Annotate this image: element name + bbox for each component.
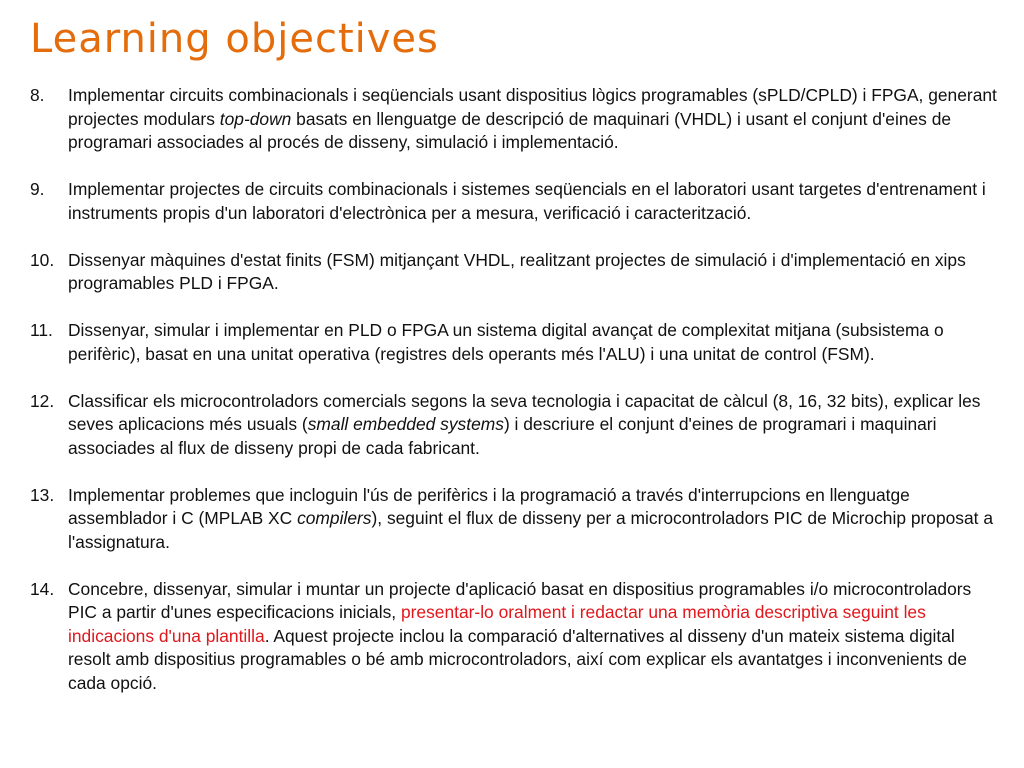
text-segment: Implementar problemes que incloguin l'ús de perifèrics i la programació a través d'interrupcions en llenguatge assemblador i C (MPLAB XC [68,484,910,528]
objective-number: 12. [30,390,55,411]
objective-number: 13. [30,484,55,505]
text-segment: Concebre, dissenyar, simular i muntar un projecte d'aplicació basat en dispositius programables i/o microcontroladors PIC a partir d'unes especificacions inicials, [68,578,972,622]
objective-text [68,320,944,364]
italic-text: compilers [297,508,372,528]
objective-item [30,178,998,225]
objective-number: 10. [30,249,55,270]
objective-text [68,485,993,552]
objective-item [30,390,998,461]
text-segment: Implementar circuits combinacionals i seqüencials usant dispositius lògics programables (sPLD/CPLD) i FPGA, generant projectes modulars [68,85,997,129]
text-segment: ), seguint el flux de disseny per a microcontroladors PIC de Microchip proposat a l'assignatura. [68,508,994,552]
italic-text: top-down [219,108,292,129]
objective-number: 8. [30,85,45,105]
objective-item [30,319,998,366]
objective-text [68,391,980,458]
text-segment: ) i descriure el conjunt d'eines de programari i maquinari associades al flux de disseny propi de cada fabricant. [68,414,937,458]
text-segment: Implementar projectes de circuits combinacionals i sistemes seqüencials en el laboratori usant targetes d'entrenament i instruments propis d'un laboratori d'electrònica per a mesura, verificació i caracterització. [68,179,986,223]
objective-item [30,84,998,155]
objective-text [68,85,997,152]
text-segment: Dissenyar màquines d'estat finits (FSM) mitjançant VHDL, realitzant projectes de simulació i d'implementació en xips programables PLD i FPGA. [68,249,966,293]
objective-text [68,250,966,294]
text-segment: . Aquest projecte inclou la comparació d'alternatives al disseny d'un mateix sistema digital resolt amb dispositius programables o bé amb microcontroladors, així com explicar els avantatges i inconvenients de cada opció. [68,625,967,693]
text-segment: basats en llenguatge de descripció de maquinari (VHDL) i usant el conjunt d'eines de programari associades al procés de disseny, simulació i implementació. [68,108,952,152]
objective-number: 9. [30,179,45,199]
objective-text [68,179,986,223]
objective-item [30,249,998,296]
objective-item [30,578,998,696]
text-segment: Dissenyar, simular i implementar en PLD o FPGA un sistema digital avançat de complexitat mitjana (subsistema o perifèric), basat en una unitat operativa (registres dels operants més l'ALU) i una unitat de control (FSM). [68,320,944,364]
objective-number: 14. [30,578,55,599]
objective-number: 11. [30,320,53,340]
highlighted-text: presentar-lo oralment i redactar una memòria descriptiva seguint les indicacions d'una plantilla [68,602,926,646]
objective-item [30,484,998,555]
text-segment: Classificar els microcontroladors comercials segons la seva tecnologia i capacitat de càlcul (8, 16, 32 bits), explicar les seves aplicacions més usuals ( [68,390,981,434]
objectives-list [30,84,998,695]
objective-text [68,579,971,693]
slide-title: Learning objectives [30,16,439,62]
italic-text: small embedded systems [307,414,504,434]
